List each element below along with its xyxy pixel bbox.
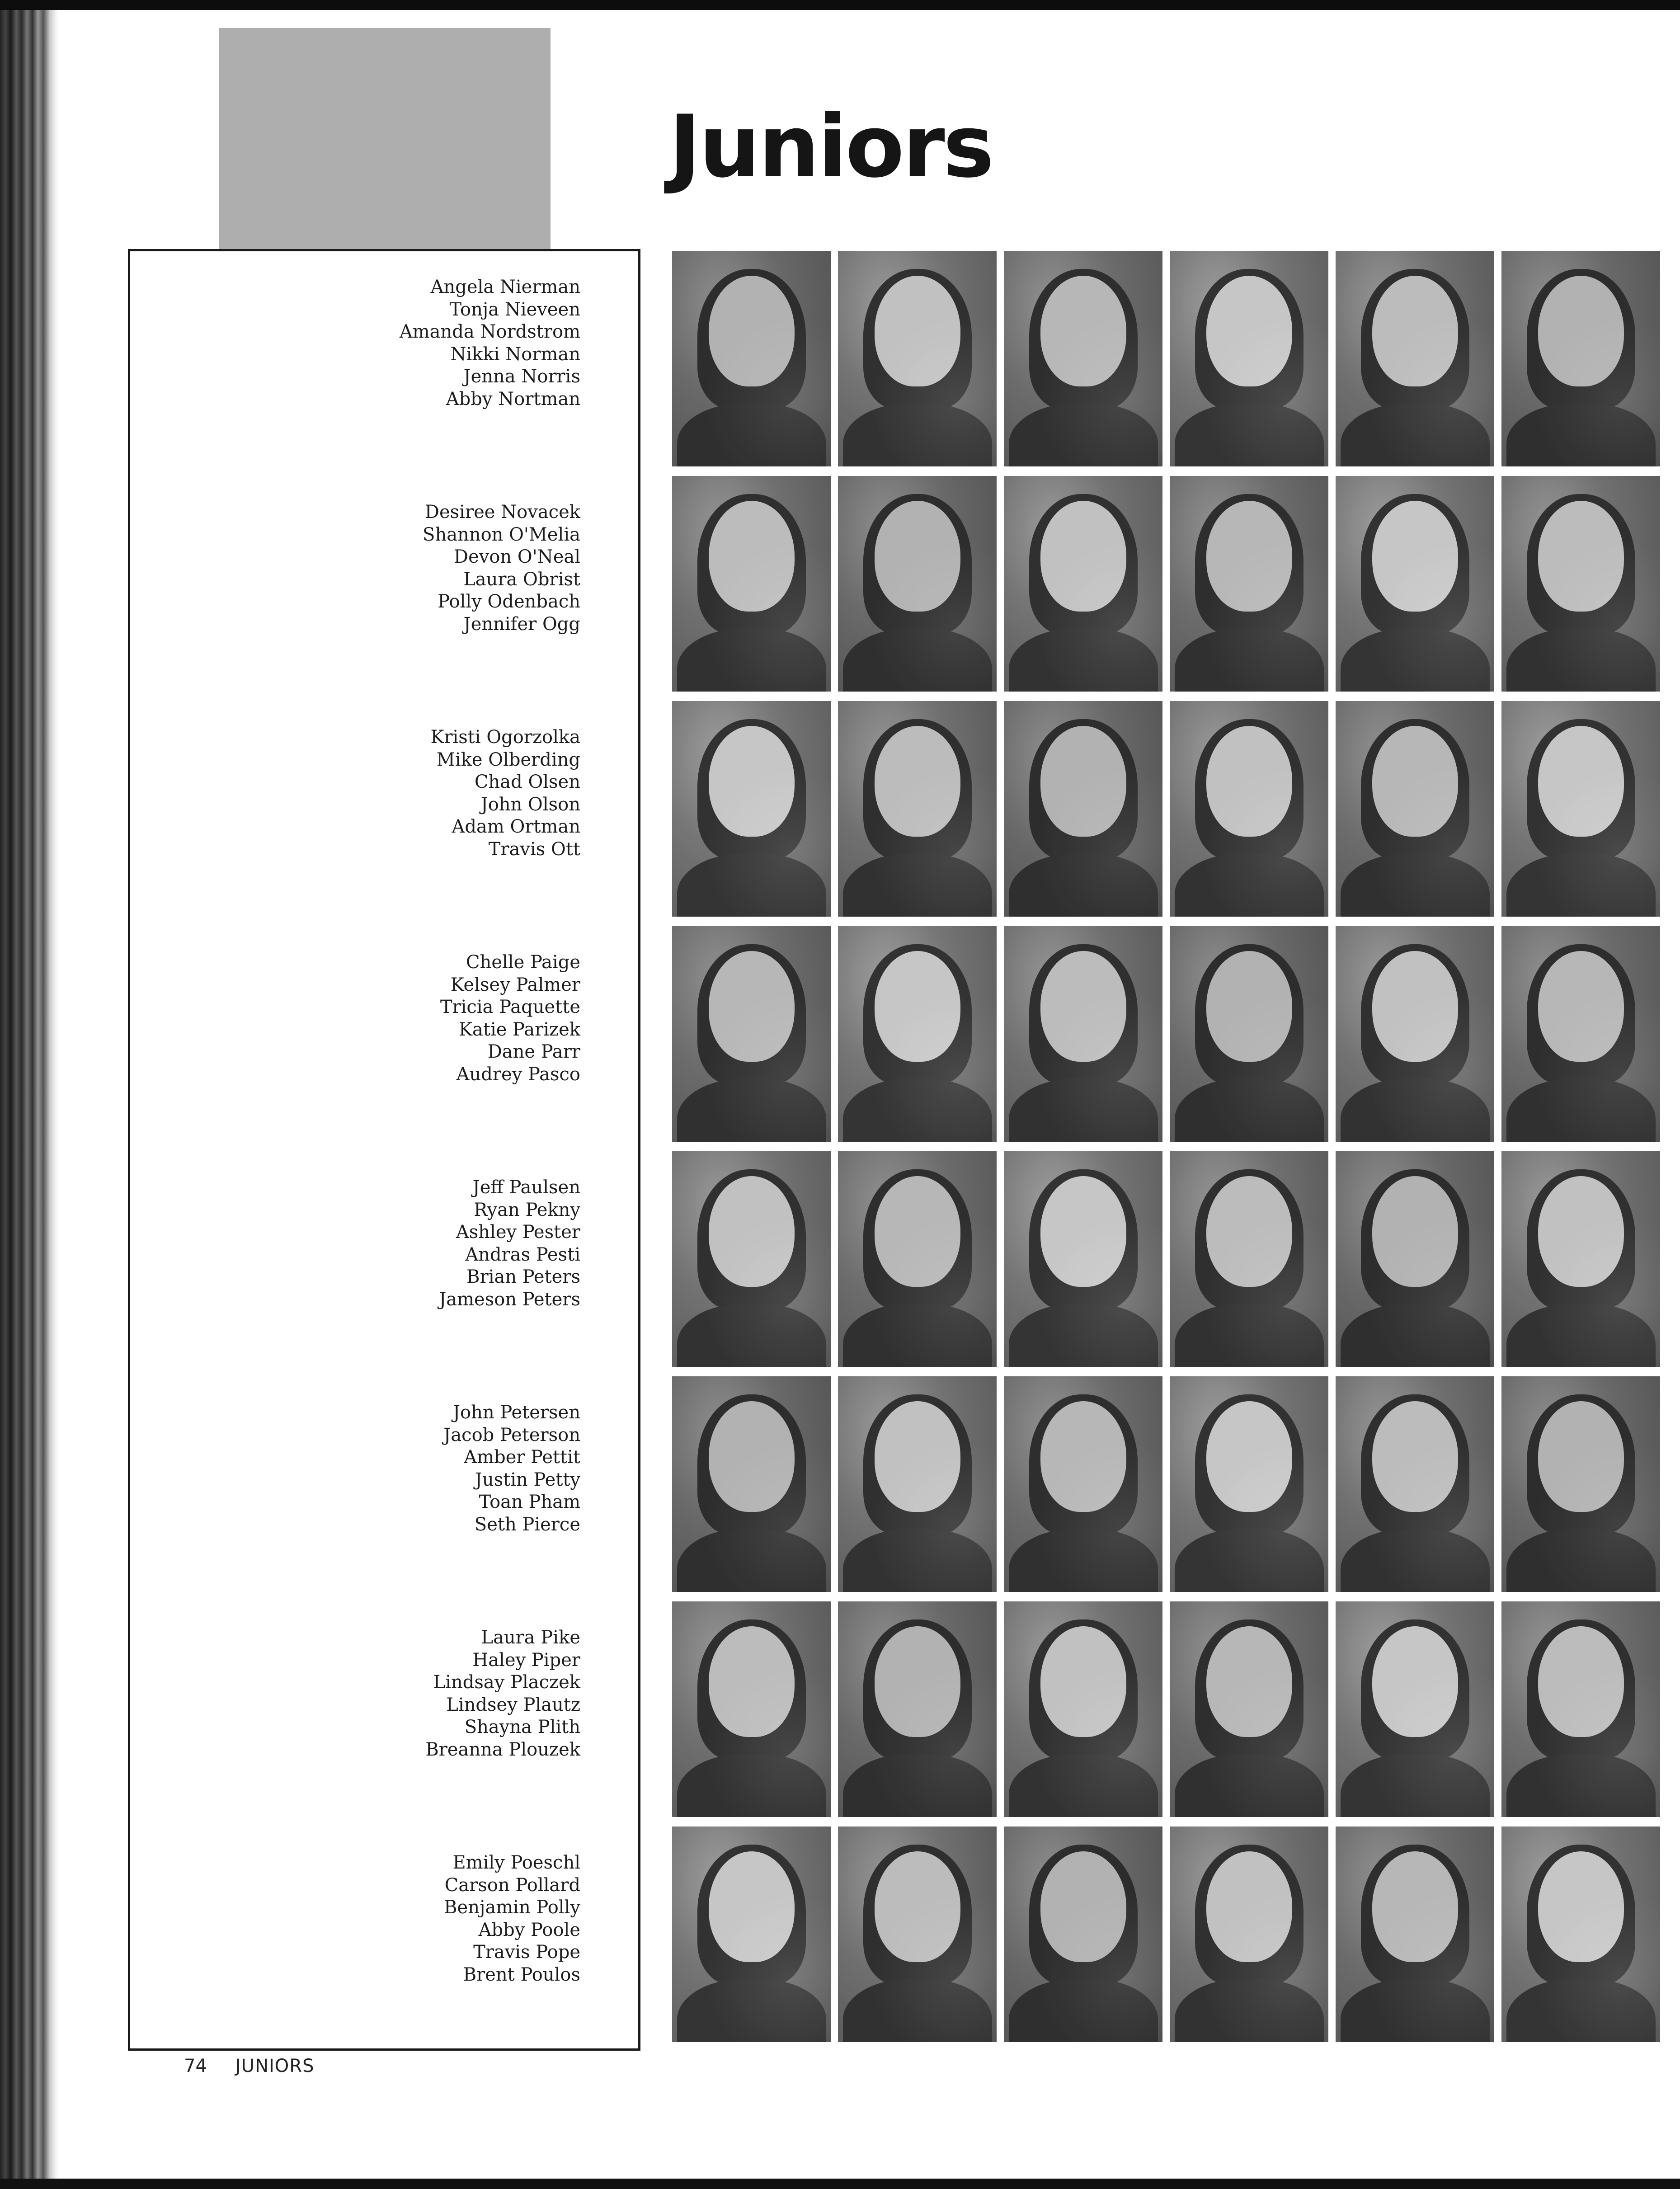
portrait-shoulders: [1009, 403, 1158, 466]
portrait-face: [1372, 1176, 1458, 1287]
student-name: Ryan Pekny: [474, 1199, 580, 1220]
portrait-hair: [1029, 1394, 1138, 1535]
student-portrait: [672, 926, 831, 1142]
student-portrait: [1336, 251, 1494, 466]
portrait-hair: [863, 1394, 972, 1535]
portrait-face: [1206, 1626, 1292, 1737]
portrait-shoulders: [1506, 1529, 1656, 1592]
portrait-hair: [1527, 719, 1635, 859]
portrait-shoulders: [1506, 1078, 1656, 1142]
portrait-shoulders: [1341, 628, 1490, 692]
student-portrait: [1170, 701, 1328, 917]
student-portrait: [838, 1376, 997, 1592]
portrait-shoulders: [843, 1078, 992, 1142]
name-list: [264, 1627, 580, 1761]
student-portrait: [1004, 1151, 1162, 1367]
student-name: Amber Pettit: [464, 1447, 580, 1468]
portrait-face: [709, 1176, 795, 1287]
name-list: [264, 1177, 580, 1311]
portrait-face: [1372, 726, 1458, 837]
portrait-hair: [1029, 494, 1138, 634]
portrait-hair: [1029, 1845, 1138, 1985]
portrait-shoulders: [1506, 628, 1656, 692]
student-portrait: [838, 926, 997, 1142]
student-name: Desiree Novacek: [424, 502, 580, 523]
student-portrait: [672, 251, 831, 466]
portrait-shoulders: [1009, 1754, 1158, 1817]
portrait-hair: [1527, 1619, 1635, 1760]
portrait-face: [875, 1626, 960, 1737]
student-portrait: [672, 701, 831, 917]
student-portrait: [838, 1827, 997, 2042]
portrait-face: [1040, 1626, 1126, 1737]
portrait-hair: [697, 1619, 806, 1760]
portrait-hair: [863, 719, 972, 859]
portrait-shoulders: [1009, 1078, 1158, 1142]
name-list: [264, 1402, 580, 1536]
portrait-hair: [1195, 1619, 1304, 1760]
student-portrait: [1170, 1827, 1328, 2042]
student-portrait: [1170, 1376, 1328, 1592]
student-name: Jennifer Ogg: [463, 613, 580, 635]
portrait-shoulders: [1506, 1979, 1656, 2042]
portrait-hair: [697, 494, 806, 634]
portrait-hair: [1195, 944, 1304, 1084]
portrait-shoulders: [1506, 403, 1656, 466]
portrait-shoulders: [677, 1304, 826, 1367]
portrait-shoulders: [1175, 1754, 1324, 1817]
portrait-shoulders: [843, 1754, 992, 1817]
student-name: Brian Peters: [466, 1266, 580, 1287]
portrait-face: [1538, 1176, 1624, 1287]
portrait-shoulders: [1341, 1078, 1490, 1142]
portrait-shoulders: [1341, 1529, 1490, 1592]
portrait-hair: [1195, 269, 1304, 409]
portrait-face: [1538, 1401, 1624, 1512]
student-name: John Petersen: [453, 1402, 580, 1423]
student-portrait: [672, 1151, 831, 1367]
portrait-hair: [863, 1169, 972, 1309]
portrait-face: [1040, 1401, 1126, 1512]
bottom-edge-bar: [0, 2179, 1680, 2189]
student-portrait: [1336, 1151, 1494, 1367]
portrait-face: [1206, 1851, 1292, 1962]
portrait-face: [709, 1626, 795, 1737]
student-name: Laura Pike: [481, 1627, 580, 1648]
portrait-face: [1538, 1626, 1624, 1737]
portrait-face: [875, 501, 960, 612]
student-name: Haley Piper: [472, 1649, 580, 1671]
portrait-face: [1040, 726, 1126, 837]
student-name: Devon O'Neal: [454, 546, 580, 567]
student-name: Chelle Paige: [466, 952, 580, 973]
student-portrait: [1501, 476, 1660, 692]
portrait-hair: [1195, 1394, 1304, 1535]
student-name: Audrey Pasco: [456, 1064, 580, 1085]
student-portrait: [1004, 1376, 1162, 1592]
student-name: Laura Obrist: [463, 569, 580, 590]
portrait-hair: [1029, 1619, 1138, 1760]
portrait-hair: [1029, 944, 1138, 1084]
page-number: 74: [184, 2056, 207, 2076]
portrait-hair: [697, 944, 806, 1084]
portrait-face: [709, 726, 795, 837]
student-portrait: [1170, 476, 1328, 692]
student-name: Dane Parr: [487, 1041, 580, 1062]
student-name: Carson Pollard: [444, 1874, 580, 1896]
student-name: Nikki Norman: [450, 344, 580, 365]
portrait-hair: [863, 494, 972, 634]
portrait-hair: [697, 1169, 806, 1309]
portrait-hair: [1527, 1394, 1635, 1535]
student-name: Tricia Paquette: [440, 997, 580, 1017]
portrait-hair: [1527, 494, 1635, 634]
portrait-shoulders: [1175, 853, 1324, 917]
portrait-shoulders: [1009, 853, 1158, 917]
student-name: John Olson: [480, 794, 580, 815]
student-portrait: [838, 1151, 997, 1367]
portrait-hair: [1361, 1394, 1469, 1535]
portrait-face: [709, 951, 795, 1062]
student-name: Polly Odenbach: [438, 591, 580, 612]
student-name: Ashley Pester: [456, 1222, 580, 1243]
name-list: [264, 276, 580, 410]
portrait-face: [875, 1851, 960, 1962]
student-name: Breanna Plouzek: [425, 1739, 580, 1760]
portrait-face: [1040, 1851, 1126, 1962]
student-name: Seth Pierce: [474, 1514, 580, 1535]
student-portrait: [672, 1601, 831, 1817]
portrait-face: [1372, 1401, 1458, 1512]
portrait-shoulders: [677, 628, 826, 692]
student-portrait: [672, 1376, 831, 1592]
top-edge-bar: [0, 0, 1680, 10]
student-name: Andras Pesti: [465, 1244, 580, 1265]
student-portrait: [1170, 251, 1328, 466]
student-portrait: [1501, 251, 1660, 466]
student-name: Adam Ortman: [452, 816, 580, 837]
student-portrait: [672, 1827, 831, 2042]
student-name: Toan Pham: [479, 1492, 580, 1512]
student-name: Kristi Ogorzolka: [430, 727, 580, 748]
student-portrait: [672, 476, 831, 692]
student-portrait: [838, 1601, 997, 1817]
portrait-face: [875, 726, 960, 837]
portrait-face: [1206, 1401, 1292, 1512]
portrait-hair: [1527, 1845, 1635, 1985]
student-name: Lindsay Placzek: [433, 1672, 580, 1693]
student-name: Abby Nortman: [446, 388, 580, 410]
portrait-hair: [1361, 1619, 1469, 1760]
student-name: Brent Poulos: [463, 1964, 580, 1985]
portrait-shoulders: [1175, 1078, 1324, 1142]
student-name: Lindsey Plautz: [446, 1694, 580, 1715]
portrait-shoulders: [677, 403, 826, 466]
portrait-shoulders: [1341, 1304, 1490, 1367]
page-title: Juniors: [669, 97, 993, 197]
student-name: Abby Poole: [478, 1919, 580, 1940]
portrait-face: [1040, 1176, 1126, 1287]
portrait-shoulders: [1341, 853, 1490, 917]
portrait-face: [875, 276, 960, 386]
portrait-hair: [863, 1619, 972, 1760]
portrait-face: [875, 1176, 960, 1287]
portrait-hair: [1361, 1169, 1469, 1309]
portrait-hair: [1029, 1169, 1138, 1309]
portrait-shoulders: [1175, 628, 1324, 692]
portrait-shoulders: [1506, 853, 1656, 917]
portrait-hair: [1195, 494, 1304, 634]
portrait-hair: [1527, 1169, 1635, 1309]
portrait-shoulders: [677, 853, 826, 917]
portrait-shoulders: [1175, 1529, 1324, 1592]
portrait-hair: [1361, 1845, 1469, 1985]
portrait-shoulders: [677, 1754, 826, 1817]
student-name: Shannon O'Melia: [423, 524, 580, 545]
portrait-hair: [1361, 269, 1469, 409]
student-name: Kelsey Palmer: [450, 974, 580, 995]
student-portrait: [1004, 701, 1162, 917]
student-portrait: [1336, 926, 1494, 1142]
portrait-face: [1040, 501, 1126, 612]
student-portrait: [1501, 1151, 1660, 1367]
student-portrait: [1004, 476, 1162, 692]
name-list: [264, 501, 580, 636]
portrait-face: [709, 1851, 795, 1962]
portrait-shoulders: [843, 628, 992, 692]
portrait-face: [1206, 726, 1292, 837]
student-portrait: [1004, 1827, 1162, 2042]
portrait-shoulders: [1009, 1979, 1158, 2042]
student-portrait: [1004, 926, 1162, 1142]
student-portrait: [1170, 1601, 1328, 1817]
portrait-shoulders: [843, 853, 992, 917]
section-label: JUNIORS: [235, 2056, 315, 2076]
portrait-face: [1538, 951, 1624, 1062]
names-panel: [128, 249, 640, 2051]
portrait-shoulders: [1506, 1304, 1656, 1367]
portrait-face: [1372, 1626, 1458, 1737]
student-portrait: [1004, 251, 1162, 466]
portrait-hair: [1195, 1845, 1304, 1985]
portrait-shoulders: [677, 1529, 826, 1592]
student-portrait: [1004, 1601, 1162, 1817]
portrait-face: [1538, 726, 1624, 837]
portrait-face: [1372, 276, 1458, 386]
book-spine-edge: [0, 0, 59, 2189]
portrait-hair: [1361, 719, 1469, 859]
name-list: [264, 951, 580, 1086]
student-name: Jacob Peterson: [443, 1424, 580, 1445]
name-list: [264, 1852, 580, 1986]
student-portrait: [838, 476, 997, 692]
portrait-hair: [697, 269, 806, 409]
student-name: Angela Nierman: [430, 277, 580, 297]
portrait-shoulders: [1175, 1304, 1324, 1367]
student-portrait: [838, 701, 997, 917]
student-name: Chad Olsen: [474, 772, 580, 792]
portrait-hair: [697, 719, 806, 859]
portrait-hair: [1195, 1169, 1304, 1309]
portrait-hair: [1029, 269, 1138, 409]
portrait-hair: [1527, 944, 1635, 1084]
student-name: Justin Petty: [475, 1469, 580, 1490]
student-name: Benjamin Polly: [444, 1897, 580, 1918]
student-name: Travis Pope: [473, 1942, 580, 1963]
portrait-hair: [1527, 269, 1635, 409]
student-portrait: [1336, 476, 1494, 692]
portrait-face: [709, 276, 795, 386]
student-name: Tonja Nieveen: [449, 299, 580, 320]
portrait-face: [1206, 951, 1292, 1062]
student-name: Mike Olberding: [436, 749, 580, 770]
name-list: [264, 726, 580, 861]
student-name: Jenna Norris: [463, 366, 580, 387]
student-name: Amanda Nordstrom: [399, 321, 580, 342]
section-tab-shading: [219, 28, 551, 249]
student-portrait: [1501, 701, 1660, 917]
portrait-hair: [863, 944, 972, 1084]
portrait-shoulders: [1506, 1754, 1656, 1817]
student-name: Katie Parizek: [459, 1019, 580, 1040]
portrait-face: [1040, 951, 1126, 1062]
portrait-shoulders: [1341, 403, 1490, 466]
portrait-hair: [1195, 719, 1304, 859]
student-name: Travis Ott: [488, 838, 580, 860]
student-portrait: [838, 251, 997, 466]
portrait-face: [709, 1401, 795, 1512]
portrait-face: [875, 951, 960, 1062]
student-name: Emily Poeschl: [452, 1852, 580, 1873]
portrait-shoulders: [1009, 1529, 1158, 1592]
portrait-face: [1538, 501, 1624, 612]
portrait-shoulders: [1175, 403, 1324, 466]
portrait-shoulders: [677, 1979, 826, 2042]
portrait-shoulders: [1175, 1979, 1324, 2042]
portrait-shoulders: [1341, 1754, 1490, 1817]
student-name: Jameson Peters: [439, 1289, 580, 1310]
portrait-face: [1206, 501, 1292, 612]
student-portrait: [1170, 1151, 1328, 1367]
student-portrait: [1336, 1827, 1494, 2042]
portrait-face: [1206, 1176, 1292, 1287]
portrait-face: [1206, 276, 1292, 386]
portrait-shoulders: [677, 1078, 826, 1142]
student-portrait: [1501, 926, 1660, 1142]
student-name: Jeff Paulsen: [472, 1177, 580, 1198]
student-portrait: [1336, 701, 1494, 917]
student-portrait: [1501, 1827, 1660, 2042]
portrait-hair: [1361, 944, 1469, 1084]
portrait-hair: [697, 1845, 806, 1985]
student-portrait: [1336, 1601, 1494, 1817]
portrait-shoulders: [843, 1304, 992, 1367]
portrait-face: [1040, 276, 1126, 386]
portrait-shoulders: [843, 1529, 992, 1592]
student-portrait: [1336, 1376, 1494, 1592]
portrait-face: [709, 501, 795, 612]
portrait-shoulders: [843, 403, 992, 466]
portrait-grid: [672, 250, 1680, 2053]
portrait-face: [1372, 951, 1458, 1062]
portrait-face: [1372, 1851, 1458, 1962]
portrait-face: [1538, 1851, 1624, 1962]
portrait-hair: [1361, 494, 1469, 634]
portrait-face: [1372, 501, 1458, 612]
student-portrait: [1170, 926, 1328, 1142]
portrait-hair: [697, 1394, 806, 1535]
portrait-shoulders: [1009, 1304, 1158, 1367]
student-name: Shayna Plith: [464, 1717, 580, 1737]
portrait-hair: [863, 1845, 972, 1985]
portrait-face: [1538, 276, 1624, 386]
portrait-face: [875, 1401, 960, 1512]
portrait-hair: [1029, 719, 1138, 859]
student-portrait: [1501, 1376, 1660, 1592]
portrait-shoulders: [1009, 628, 1158, 692]
student-portrait: [1501, 1601, 1660, 1817]
portrait-shoulders: [1341, 1979, 1490, 2042]
portrait-shoulders: [843, 1979, 992, 2042]
portrait-hair: [863, 269, 972, 409]
